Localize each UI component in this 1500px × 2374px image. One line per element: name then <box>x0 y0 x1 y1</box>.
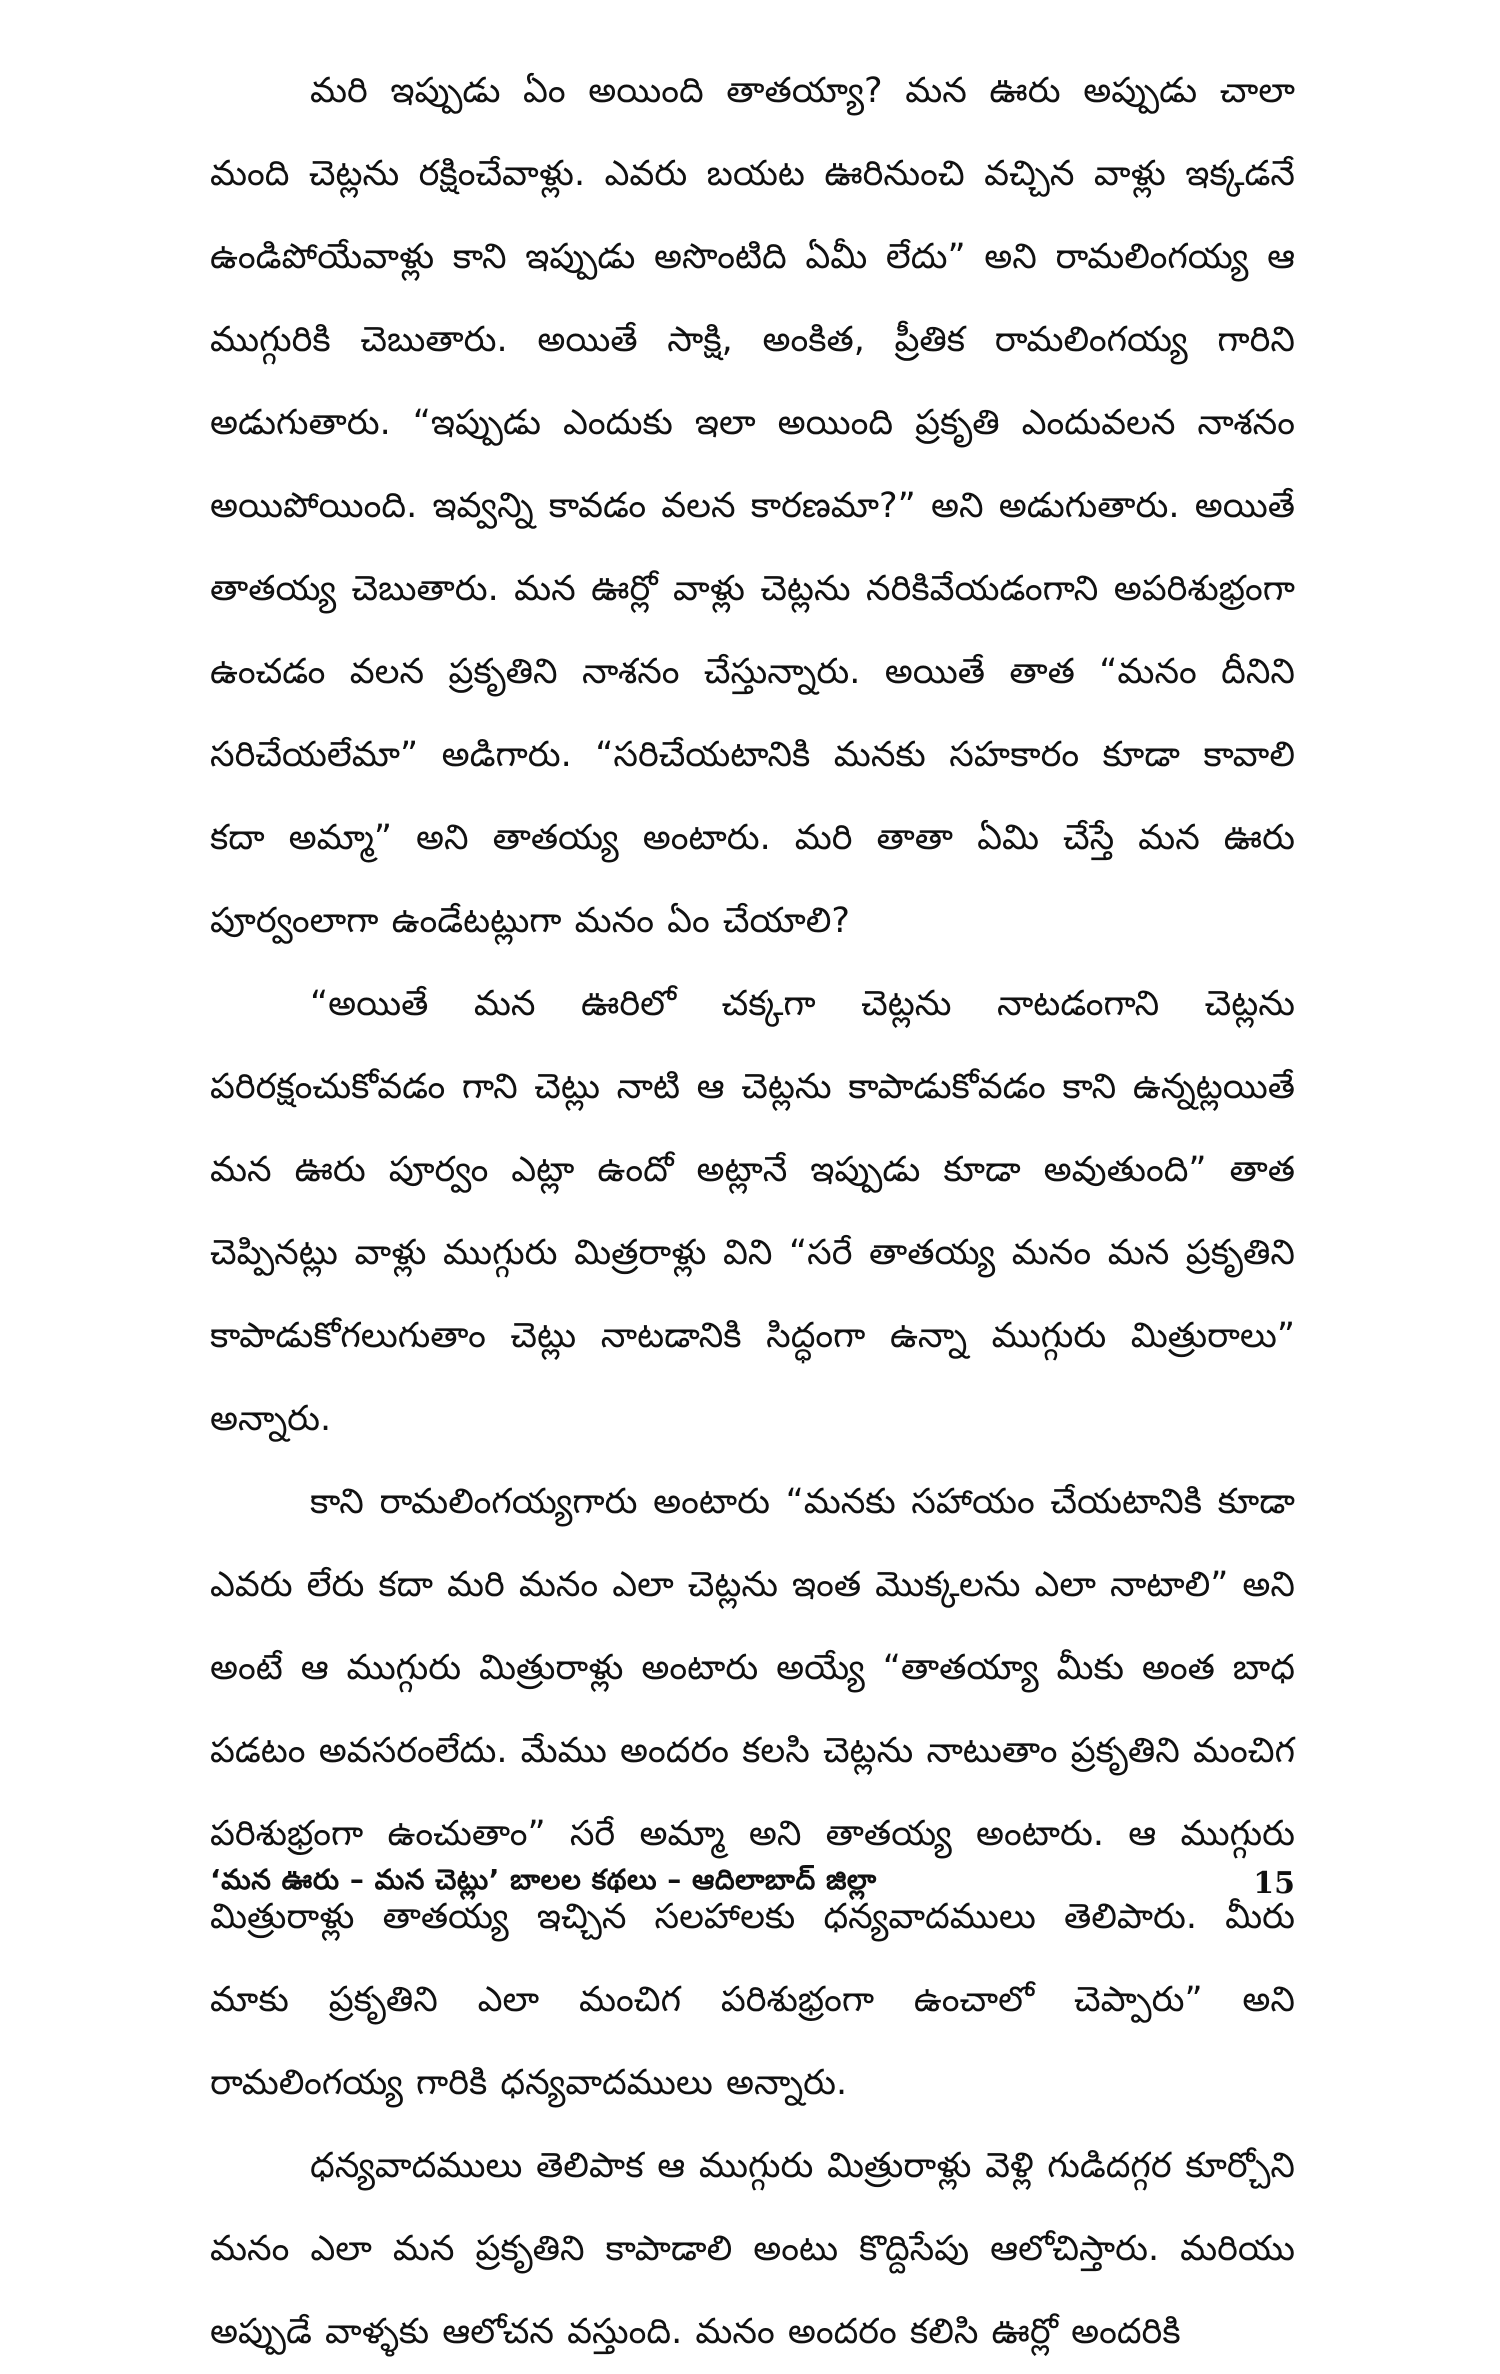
page-body <box>210 50 1295 2374</box>
paragraph-4: ధన్యవాదములు తెలిపాక ఆ ముగ్గురు మిత్రురాళ్లు వెళ్లి గుడిదగ్గర కూర్చోని మనం ఎలా మన ప్రకృతిని కాపాడాలి అంటు కొద్దిసేపు ఆలోచిస్తారు. మరియు అప్పుడే వాళ్ళకు ఆలోచన వస్తుంది. మనం అందరం కలిసి ఊర్లో అందరికి <box>210 2146 1295 2352</box>
paragraph-3: కాని రామలింగయ్యగారు అంటారు “మనకు సహాయం చేయటానికి కూడా ఎవరు లేరు కదా మరి మనం ఎలా చెట్లను ఇంత మొక్కలను ఎలా నాటాలి” అని అంటే ఆ ముగ్గురు మిత్రురాళ్లు అంటారు అయ్యే “తాతయ్యా మీకు అంత బాధ పడటం అవసరంలేదు. మేము అందరం కలసి చెట్లను నాటుతాం ప్రకృతిని మంచిగ పరిశుభ్రంగా ఉంచుతాం” సరే అమ్మా అని తాతయ్య అంటారు. ఆ ముగ్గురు మిత్రురాళ్లు తాతయ్య ఇచ్చిన సలహాలకు ధన్యవాదములు తెలిపారు. మీరు మాకు ప్రకృతిని ఎలా మంచిగ పరిశుభ్రంగా ఉంచాలో చెప్పారు” అని రామలింగయ్య గారికి ధన్యవాదములు అన్నారు. <box>210 1482 1295 2103</box>
paragraph-1: మరి ఇప్పుడు ఏం అయింది తాతయ్యా? మన ఊరు అప్పుడు చాలా మంది చెట్లను రక్షించేవాళ్లు. ఎవరు బయట ఊరినుంచి వచ్చిన వాళ్లు ఇక్కడనే ఉండిపోయేవాళ్లు కాని ఇప్పుడు అసొంటిది ఏమీ లేదు” అని రామలింగయ్య ఆ ముగ్గురికి చెబుతారు. అయితే సాక్షి, అంకిత, ప్రీతిక రామలింగయ్య గారిని అడుగుతారు. “ఇప్పుడు ఎందుకు ఇలా అయింది ప్రకృతి ఎందువలన నాశనం అయిపోయింది. ఇవ్వన్ని కావడం వలన కారణమా?” అని అడుగుతారు. అయితే తాతయ్య చెబుతారు. మన ఊర్లో వాళ్లు చెట్లను నరికివేయడంగాని అపరిశుభ్రంగా ఉంచడం వలన ప్రకృతిని నాశనం చేస్తున్నారు. అయితే తాత “మనం దీనిని సరిచేయలేమా” అడిగారు. “సరిచేయటానికి మనకు సహకారం కూడా కావాలి కదా అమ్మా” అని తాతయ్య అంటారు. మరి తాతా ఏమి చేస్తే మన ఊరు పూర్వంలాగా ఉండేటట్లుగా మనం ఏం చేయాలి? <box>210 71 1295 941</box>
book-title-footer: ‘మన ఊరు – మన చెట్లు’ బాలల కథలు – ఆదిలాబాద్ జిల్లా <box>210 1863 877 1896</box>
paragraph-2: “అయితే మన ఊరిలో చక్కగా చెట్లను నాటడంగాని చెట్లను పరిరక్షంచుకోవడం గాని చెట్లు నాటి ఆ చెట్లను కాపాడుకోవడం కాని ఉన్నట్లయితే మన ఊరు పూర్వం ఎట్లా ఉందో అట్లానే ఇప్పుడు కూడా అవుతుంది” తాత చెప్పినట్లు వాళ్లు ముగ్గురు మిత్రరాళ్లు విని “సరే తాతయ్య మనం మన ప్రకృతిని కాపాడుకోగలుగుతాం చెట్లు నాటడానికి సిద్ధంగా ఉన్నా ముగ్గురు మిత్రురాలు” అన్నారు. <box>210 984 1295 1439</box>
page-footer <box>210 1858 1295 1908</box>
page-number: 15 <box>1253 1865 1295 1901</box>
